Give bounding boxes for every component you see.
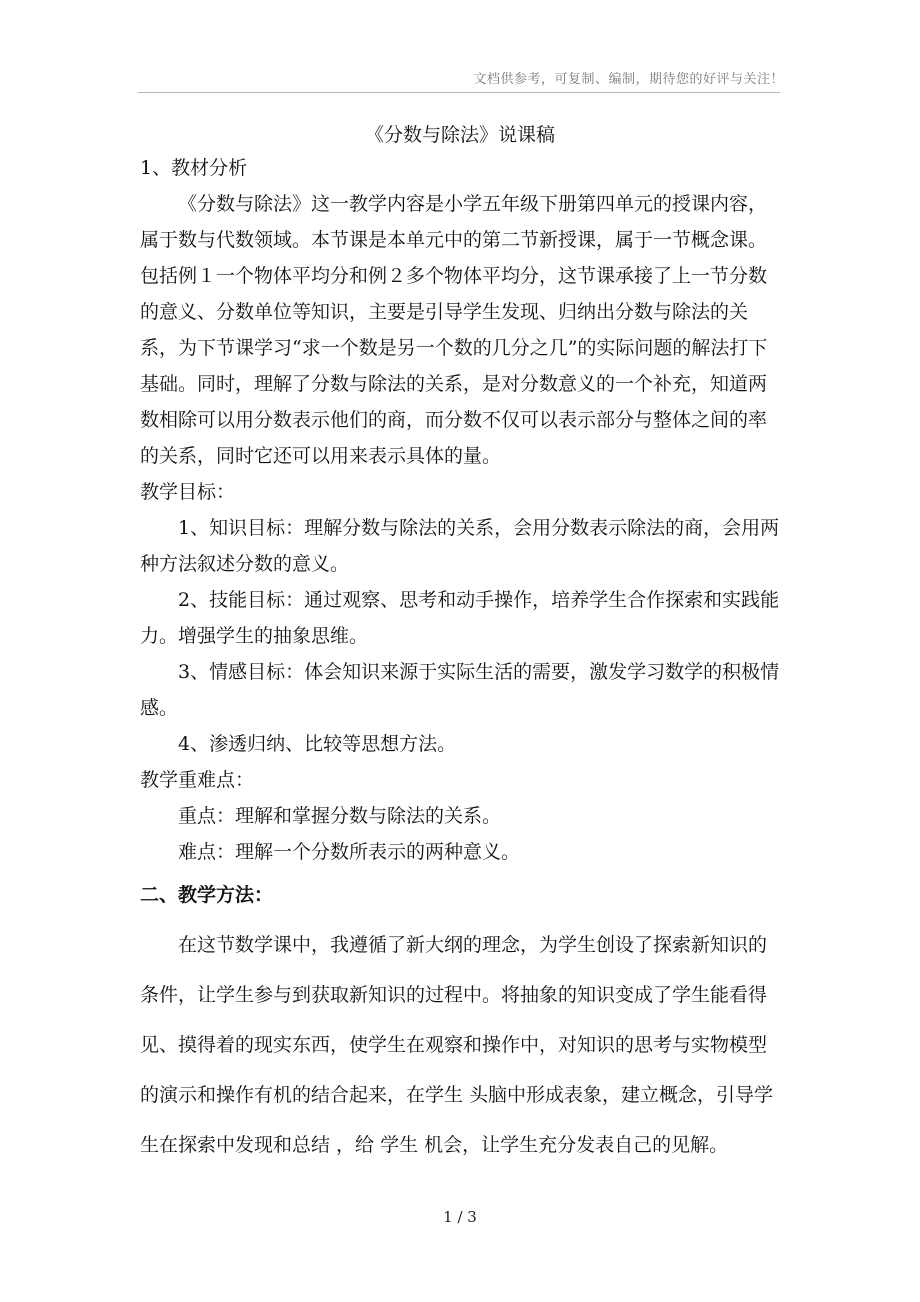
section1-heading: 1、教材分析 — [140, 157, 248, 179]
key-point-important: 重点：理解和掌握分数与除法的关系。 — [178, 805, 502, 827]
goal-item-method: 4、渗透归纳、比较等思想方法。 — [178, 733, 457, 755]
document-body — [140, 150, 780, 870]
goals-heading: 教学目标： — [140, 481, 236, 503]
teaching-method-section — [140, 870, 780, 1170]
goal-item-skill: 2、技能目标：通过观察、思考和动手操作，培养学生合作探索和实践能力。增强学生的抽象思维。 — [140, 589, 780, 647]
section2-heading: 二、教学方法： — [140, 884, 274, 906]
section2-paragraph: 在这节数学课中，我遵循了新大纲的理念，为学生创设了探索新知识的条件，让学生参与到获取新知识的过程中。将抽象的知识变成了学生能看得见、摸得着的现实东西，使学生在观察和操作中，对知识的思考与实物模型的演示和操作有机的结合起来，在学生 头脑中形成表象，建立概念，引导学生在探索中发现和总结 ，给 学生 机会，让学生充分发表自己的见解。 — [140, 934, 774, 1156]
page-number: 1 / 3 — [443, 1208, 477, 1226]
goal-item-emotion: 3、情感目标：体会知识来源于实际生活的需要，激发学习数学的积极情感。 — [140, 661, 780, 719]
header-note: 文档供参考，可复制、编制，期待您的好评与关注！ — [473, 72, 784, 87]
section1-paragraph: 《分数与除法》这一教学内容是小学五年级下册第四单元的授课内容，属于数与代数领域。本节课是本单元中的第二节新授课，属于一节概念课。包括例１一个物体平均分和例２多个物体平均分，这节课承接了上一节分数的意义、分数单位等知识，主要是引导学生发现、归纳出分数与除法的关系，为下节课学习“求一个数是另一个数的几分之几”的实际问题的解法打下基础。同时，理解了分数与除法的关系，是对分数意义的一个补充，知道两数相除可以用分数表示他们的商，而分数不仅可以表示部分与整体之间的率的关系，同时它还可以用来表示具体的量。 — [140, 193, 768, 467]
document-title: 《分数与除法》说课稿 — [364, 124, 555, 146]
goal-item-knowledge: 1、知识目标：理解分数与除法的关系，会用分数表示除法的商，会用两种方法叙述分数的意义。 — [140, 517, 780, 575]
key-point-difficult: 难点：理解一个分数所表示的两种意义。 — [178, 841, 521, 863]
key-points-heading: 教学重难点： — [140, 769, 255, 791]
header-divider — [138, 92, 780, 93]
